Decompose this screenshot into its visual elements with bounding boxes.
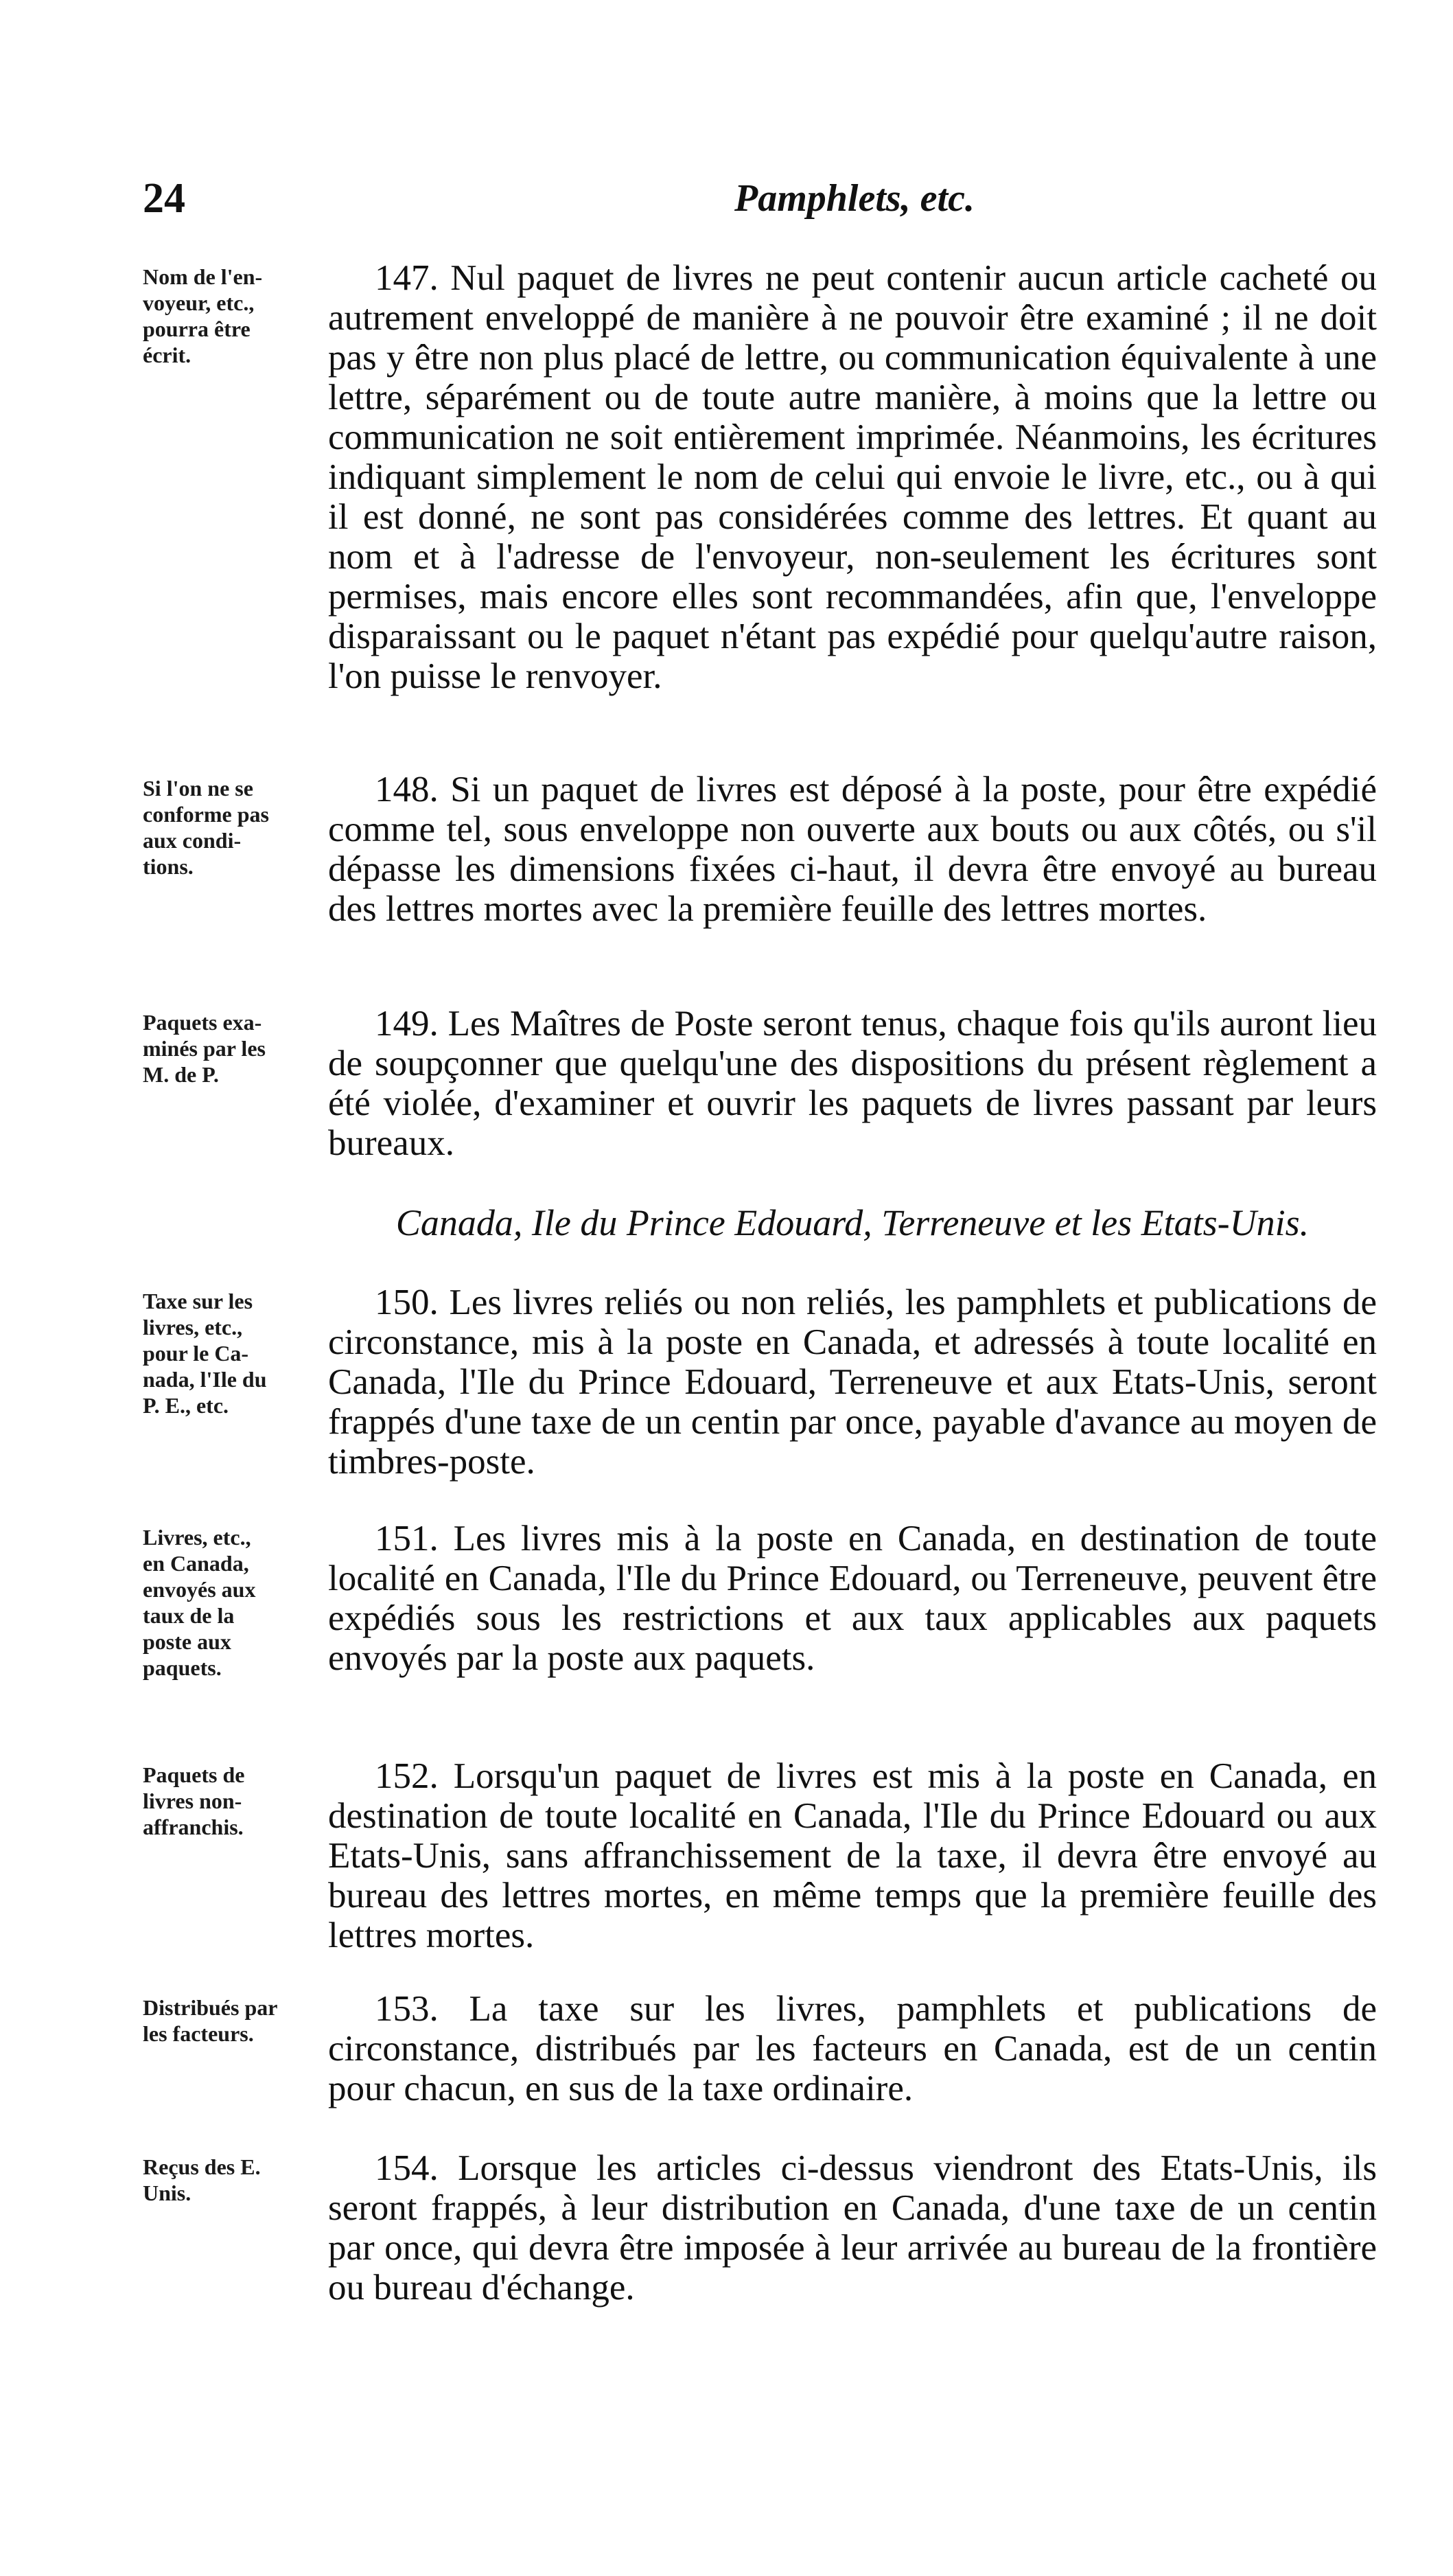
page-header: [0, 168, 1453, 229]
margin-note: Reçus des E. Unis.: [143, 2154, 261, 2205]
paragraph-152: 152. Lorsqu'un paquet de livres est mis à la poste en Canada, en destination de toute localité en Canada, l'Ile du Prince Edouard ou aux Etats-Unis, sans affranchissement de la taxe, il devra être envoyé au bureau des lettres mortes, en même temps que la première feuille des lettres mortes.: [328, 1756, 1377, 1955]
margin-note: Paquets exa- minés par les M. de P.: [143, 1010, 266, 1087]
margin-note: Livres, etc., en Canada, envoyés aux taux de la poste aux paquets.: [143, 1525, 256, 1680]
margin-note: Paquets de livres non- affranchis.: [143, 1762, 245, 1839]
margin-note: Distribués par les facteurs.: [143, 1995, 278, 2046]
margin-note: Si l'on ne se conforme pas aux condi- tions.: [143, 776, 269, 879]
paragraph-153: 153. La taxe sur les livres, pamphlets et publications de circonstance, distribués par les facteurs en Canada, est de un centin pour chacun, en sus de la taxe ordinaire.: [328, 1989, 1377, 2108]
margin-note: Nom de l'en- voyeur, etc., pourra être écrit.: [143, 264, 263, 367]
page-number: 24: [143, 175, 185, 222]
paragraph-154: 154. Lorsque les articles ci-dessus viendront des Etats-Unis, ils seront frappés, à leur distribution en Canada, d'une taxe de un centin par once, qui devra être imposée à leur arrivée au bureau de la frontière ou bureau d'échange.: [328, 2148, 1377, 2308]
paragraph-151: 151. Les livres mis à la poste en Canada, en destination de toute localité en Canada, l'Ile du Prince Edouard, ou Terreneuve, peuvent être expédiés sous les restrictions et aux taux applicables aux paquets envoyés par la poste aux paquets.: [328, 1519, 1377, 1678]
subheading: Canada, Ile du Prince Edouard, Terreneuve et les Etats-Unis.: [395, 1202, 1310, 1243]
paragraph-150: 150. Les livres reliés ou non reliés, les pamphlets et publications de circonstance, mis à la poste en Canada, et adressés à toute localité en Canada, l'Ile du Prince Edouard, Terreneuve et aux Etats-Unis, seront frappés d'une taxe de un centin par once, payable d'avance au moyen de timbres-poste.: [328, 1283, 1377, 1482]
margin-note: Taxe sur les livres, etc., pour le Ca- nada, l'Ile du P. E., etc.: [143, 1289, 267, 1418]
running-title: Pamphlets, etc.: [734, 177, 975, 220]
paragraph-147: 147. Nul paquet de livres ne peut contenir aucun article cacheté ou autrement enveloppé de manière à ne pouvoir être examiné ; il ne doit pas y être non plus placé de lettre, ou communication équivalente à une lettre, séparément ou de toute autre manière, à moins que la lettre ou communication ne soit entièrement imprimée. Néanmoins, les écritures indiquant simplement le nom de celui qui envoie le livre, etc., ou à qui il est donné, ne sont pas considérées comme des lettres. Et quant au nom et à l'adresse de l'envoyeur, non-seulement les écritures sont permises, mais encore elles sont recommandées, afin que, l'enveloppe disparaissant ou le paquet n'étant pas expédié pour quelqu'autre raison, l'on puisse le renvoyer.: [328, 258, 1377, 696]
paragraph-149: 149. Les Maîtres de Poste seront tenus, chaque fois qu'ils auront lieu de soupçonner que quelqu'une des dispositions du présent règlement a été violée, d'examiner et ouvrir les paquets de livres passant par leurs bureaux.: [328, 1004, 1377, 1163]
paragraph-148: 148. Si un paquet de livres est déposé à la poste, pour être expédié comme tel, sous enveloppe non ouverte aux bouts ou aux côtés, ou s'il dépasse les dimensions fixées ci-haut, il devra être envoyé au bureau des lettres mortes avec la première feuille des lettres mortes.: [328, 770, 1377, 929]
